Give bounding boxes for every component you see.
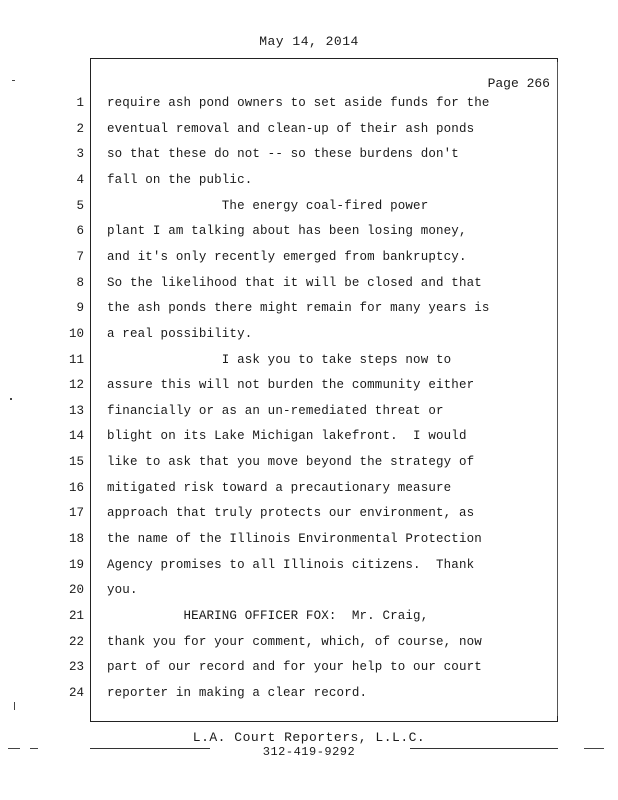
- line-number: 17: [68, 506, 84, 521]
- transcript-line: plant I am talking about has been losing money,: [107, 224, 467, 239]
- transcript-line: thank you for your comment, which, of course, now: [107, 634, 482, 649]
- transcript-line: mitigated risk toward a precautionary measure: [107, 480, 452, 495]
- line-number: 14: [68, 429, 84, 444]
- footer-phone: 312-419-9292: [262, 745, 356, 759]
- line-number: 21: [68, 609, 84, 623]
- line-number: 15: [68, 455, 84, 470]
- line-number: 22: [68, 634, 84, 649]
- transcript-line: Agency promises to all Illinois citizens. Thank: [107, 557, 475, 572]
- transcript-line: blight on its Lake Michigan lakefront. I would: [107, 429, 467, 444]
- scan-speck: [8, 748, 20, 749]
- transcript-line: like to ask that you move beyond the strategy of: [107, 455, 475, 470]
- scan-speck: [12, 80, 15, 81]
- line-number: 16: [68, 480, 84, 495]
- transcript-line: the name of the Illinois Environmental Protection: [107, 532, 482, 546]
- line-number: 13: [68, 403, 84, 418]
- transcript-line: So the likelihood that it will be closed and that: [107, 275, 482, 290]
- line-number: 12: [68, 378, 84, 393]
- line-number: 2: [76, 121, 84, 136]
- transcript-line: financially or as an un-remediated threat or: [107, 403, 444, 418]
- scan-speck: [10, 398, 12, 400]
- transcript-line: and it's only recently emerged from bankruptcy.: [107, 249, 467, 264]
- scan-speck: [584, 748, 604, 749]
- transcript-line: require ash pond owners to set aside funds for the: [107, 96, 490, 110]
- transcript-date: May 14, 2014: [259, 34, 359, 49]
- scan-speck: [30, 748, 38, 749]
- transcript-line: the ash ponds there might remain for many years is: [107, 301, 490, 316]
- line-number: 24: [68, 685, 84, 700]
- line-number: 3: [76, 147, 84, 162]
- line-number: 4: [76, 172, 84, 187]
- line-number: 8: [76, 275, 84, 290]
- line-number: 7: [76, 249, 84, 264]
- line-number: 6: [76, 224, 84, 239]
- line-number: 9: [76, 301, 84, 316]
- transcript-line: you.: [107, 583, 138, 598]
- line-number: 11: [68, 352, 84, 367]
- line-number: 5: [76, 198, 84, 213]
- scan-speck: [14, 702, 15, 710]
- transcript-line: HEARING OFFICER FOX: Mr. Craig,: [107, 609, 429, 623]
- line-number: 18: [68, 532, 84, 546]
- transcript-line: assure this will not burden the community either: [107, 378, 475, 393]
- line-number: 20: [68, 583, 84, 598]
- line-number: 10: [68, 326, 84, 341]
- transcript-line: The energy coal-fired power: [107, 198, 429, 213]
- line-number: 19: [68, 557, 84, 572]
- transcript-line: fall on the public.: [107, 172, 253, 187]
- transcript-line: reporter in making a clear record.: [107, 685, 368, 700]
- transcript-line: a real possibility.: [107, 326, 253, 341]
- transcript-line: so that these do not -- so these burdens don't: [107, 147, 459, 162]
- transcript-line: part of our record and for your help to our court: [107, 660, 482, 675]
- footer-company: L.A. Court Reporters, L.L.C.: [192, 730, 426, 745]
- page-number: Page 266: [487, 76, 550, 91]
- transcript-line: eventual removal and clean-up of their ash ponds: [107, 121, 475, 136]
- line-number: 23: [68, 660, 84, 675]
- transcript-line: approach that truly protects our environment, as: [107, 506, 475, 521]
- line-number: 1: [76, 96, 84, 110]
- transcript-line: I ask you to take steps now to: [107, 352, 452, 367]
